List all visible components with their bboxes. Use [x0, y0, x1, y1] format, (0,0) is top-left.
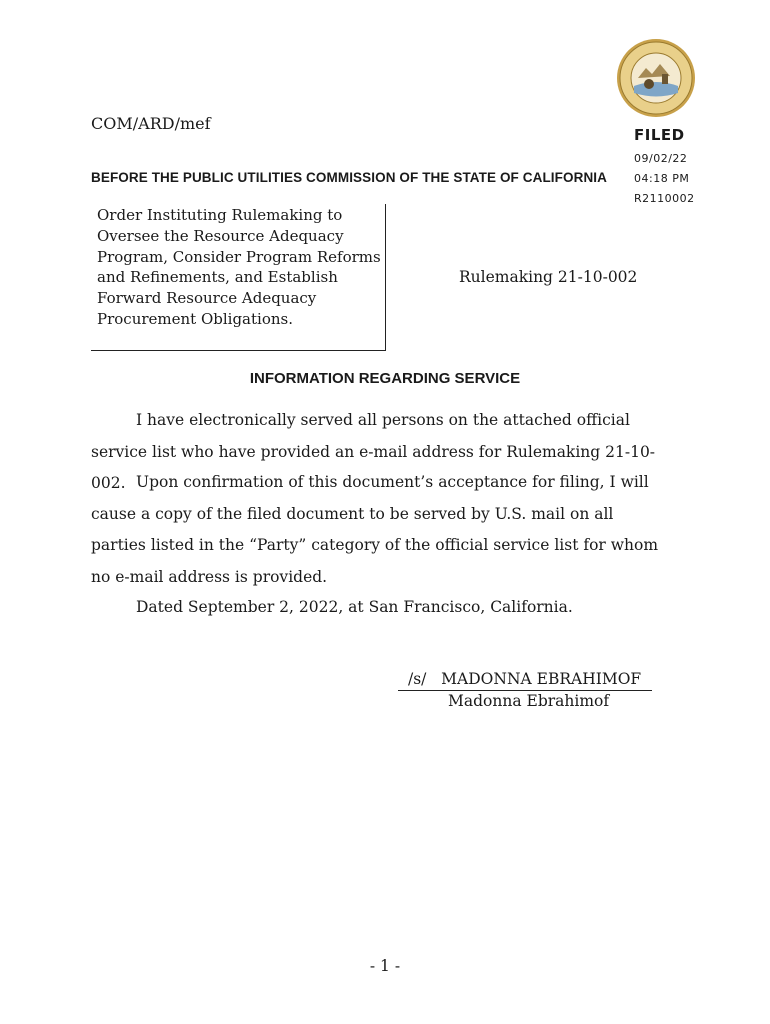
section-title: INFORMATION REGARDING SERVICE — [249, 370, 521, 387]
author-initials: COM/ARD/mef — [91, 114, 211, 133]
paragraph-mail: Upon confirmation of this document’s acceptance for filing, I will cause a copy of the filed document to be served by U.S. mail on all parties listed in the “Party” category of the official service list for whom no e-mail address is provided. — [91, 473, 659, 586]
signature-rule — [398, 690, 652, 691]
signer-name: Madonna Ebrahimof — [448, 692, 610, 710]
caption-line: Order Instituting Rulemaking to — [97, 206, 343, 224]
caption-line: and Refinements, and Establish — [97, 268, 338, 287]
filed-stamp-date: 09/02/22 — [634, 152, 688, 165]
caption-line: Oversee the Resource Adequacy — [97, 226, 344, 245]
paragraph-dated: Dated September 2, 2022, at San Francisco, California. — [136, 598, 573, 616]
caption-text — [97, 205, 387, 330]
signature-line: /s/ MADONNA EBRAHIMOF — [408, 670, 642, 688]
proceeding-number: Rulemaking 21-10-002 — [459, 268, 638, 286]
caption-line: Forward Resource Adequacy — [97, 289, 317, 308]
caption-line: Program, Consider Program Reforms — [97, 247, 381, 266]
filed-stamp-time: 04:18 PM — [634, 172, 690, 185]
filed-stamp-docket: R2110002 — [634, 192, 695, 205]
caption-line: Procurement Obligations. — [97, 309, 293, 328]
page-number: - 1 - — [369, 957, 401, 975]
document-heading: BEFORE THE PUBLIC UTILITIES COMMISSION OF THE STATE OF CALIFORNIA — [91, 170, 607, 185]
filed-stamp-label: FILED — [634, 126, 685, 144]
paragraph-service: I have electronically served all persons on the attached official service list who have provided an e-mail address for Rulemaking 21-10-002. — [91, 411, 656, 492]
commission-seal-icon — [616, 38, 696, 118]
